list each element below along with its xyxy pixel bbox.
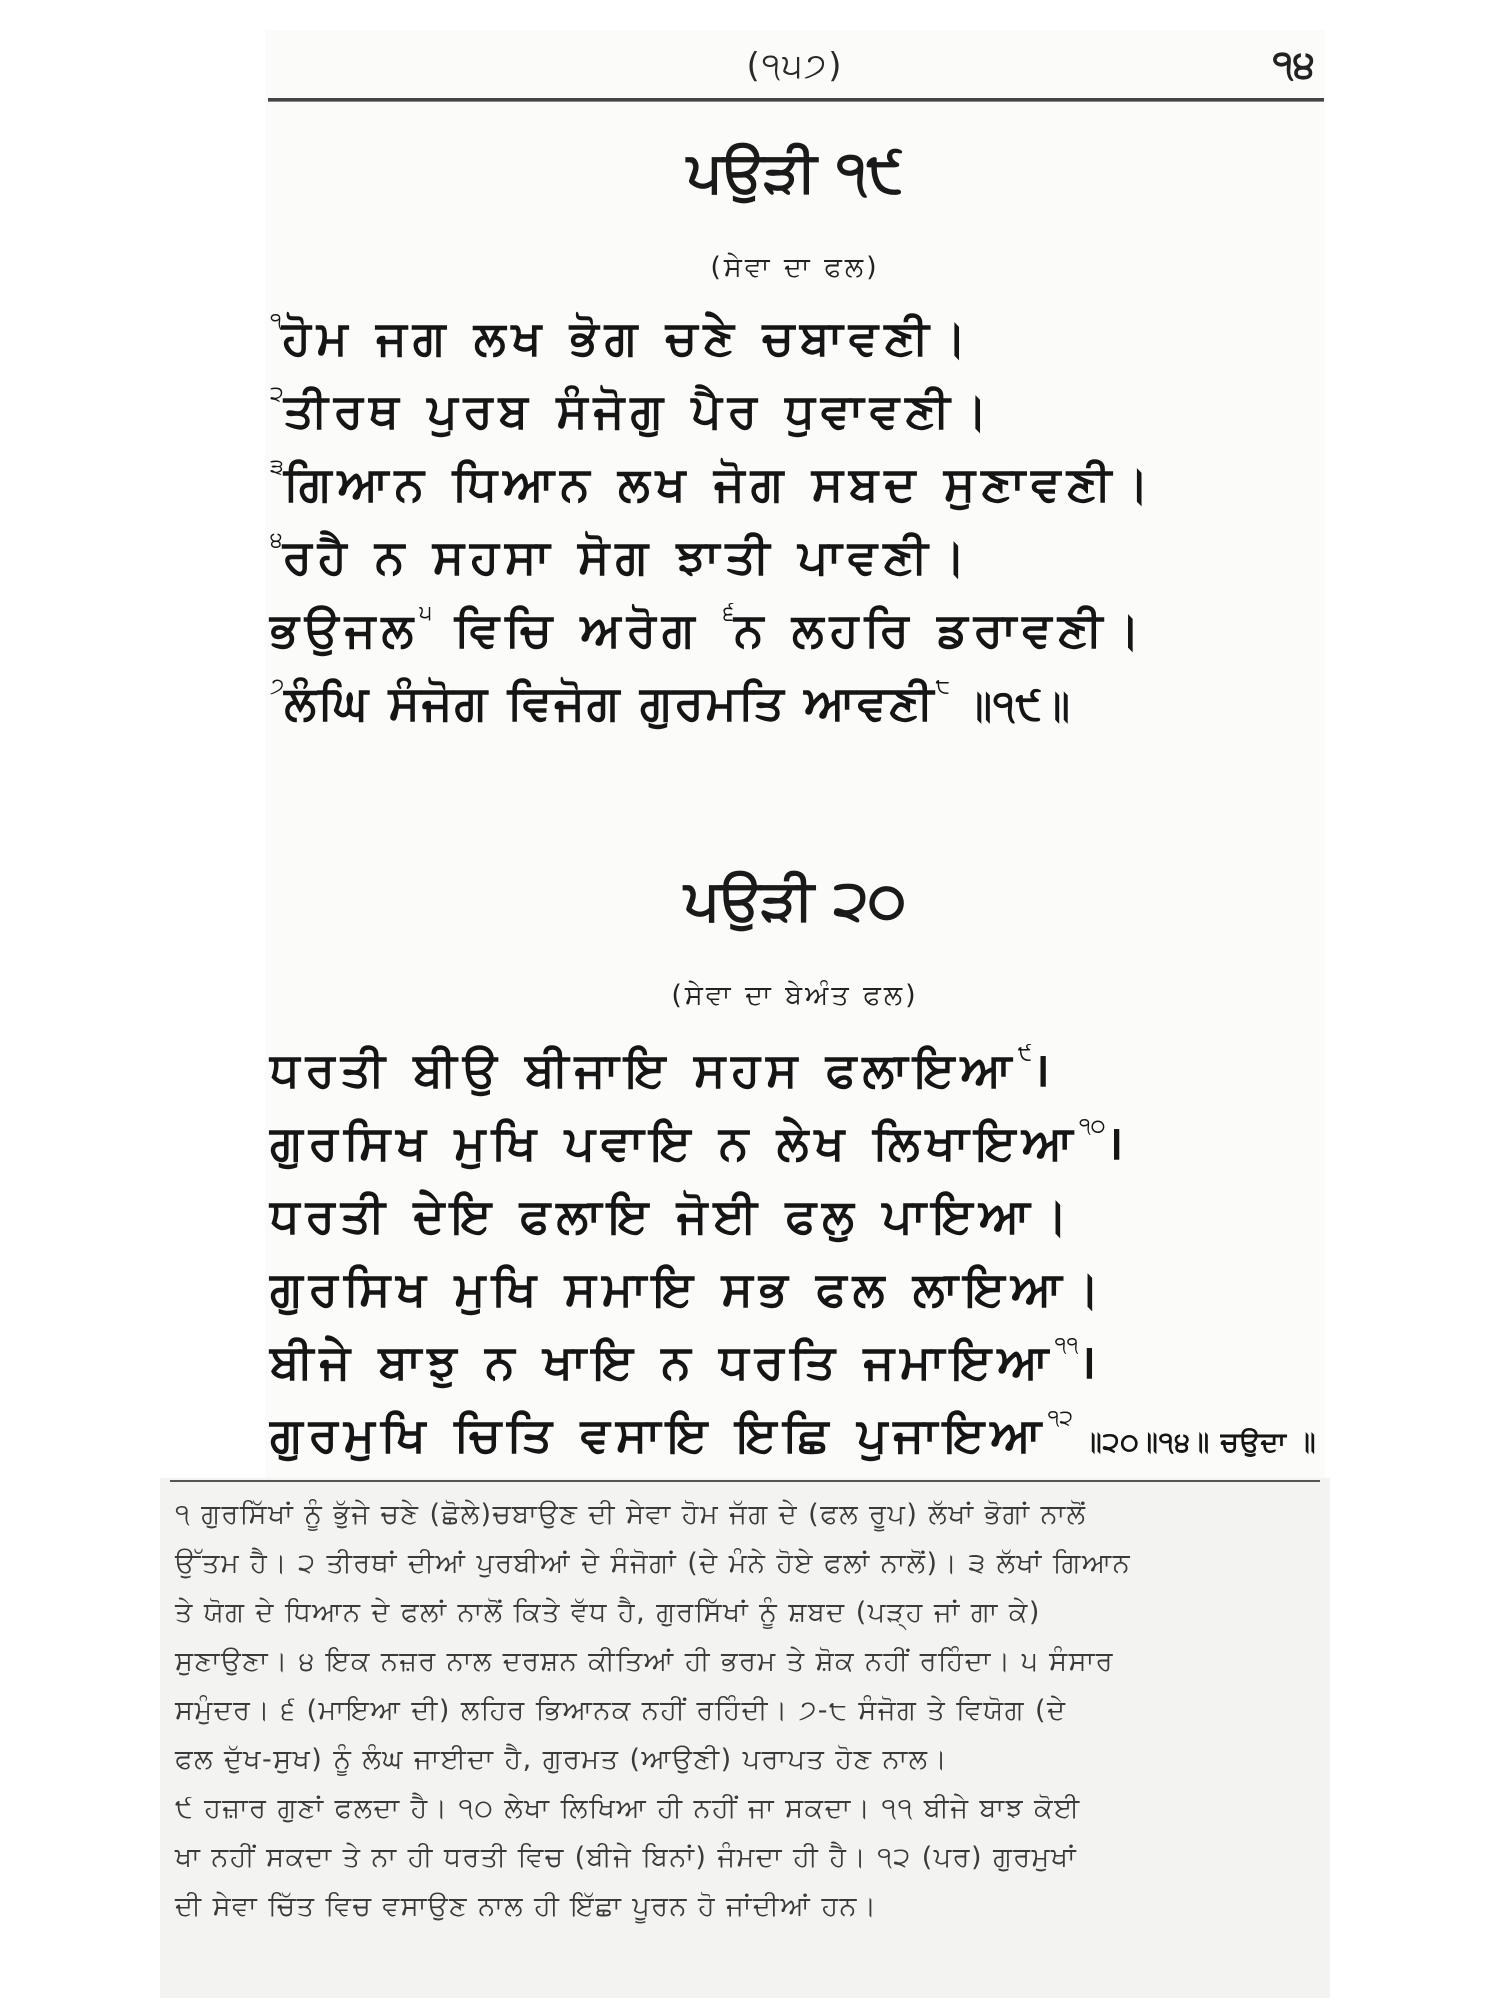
pauri-20-verses: [270, 1034, 1317, 1472]
footnote-marker: ੫: [419, 601, 433, 626]
footnote-line: ਤੇ ਯੋਗ ਦੇ ਧਿਆਨ ਦੇ ਫਲਾਂ ਨਾਲੋਂ ਕਿਤੇ ਵੱਧ ਹੈ, ਗੁਰਸਿੱਖਾਂ ਨੂੰ ਸ਼ਬਦ (ਪੜ੍ਹ ਜਾਂ ਗਾ ਕੇ): [175, 1597, 1041, 1628]
verse-text: ਗਿਆਨ ਧਿਆਨ ਲਖ ਜੋਗ ਸਬਦ ਸੁਣਾਵਣੀ।: [283, 457, 1156, 512]
footnote-marker: ੧੧: [1054, 1333, 1079, 1358]
verse-text: ਵਿਚਿ ਅਰੋਗ: [432, 603, 723, 658]
footnote-marker: ੧: [270, 309, 282, 334]
verse-line: [270, 1180, 1170, 1253]
verse-text: ਲੰਘਿ ਸੰਜੋਗ ਵਿਜੋਗ ਗੁਰਮਤਿ ਆਵਣੀ: [284, 676, 936, 731]
footnote-line: ਦੀ ਸੇਵਾ ਚਿੱਤ ਵਿਚ ਵਸਾਉਣ ਨਾਲ ਹੀ ਇੱਛਾ ਪੂਰਨ ਹੋ ਜਾਂਦੀਆਂ ਹਨ।: [175, 1891, 878, 1922]
pauri-19-title: ਪਉੜੀ ੧੯: [686, 140, 904, 205]
footnote-marker: ੪: [270, 528, 283, 553]
verse-text: ਧਰਤੀ ਬੀਉ ਬੀਜਾਇ ਸਹਸ ਫਲਾਇਆ: [270, 1043, 1018, 1098]
verse-text: ਹੋਮ ਜਗ ਲਖ ਭੋਗ ਚਣੇ ਚਬਾਵਣੀ।: [281, 311, 973, 366]
footnote-marker: ੮: [935, 674, 951, 699]
pauri-19-subtitle: (ਸੇਵਾ ਦਾ ਫਲ): [710, 252, 880, 283]
verse-text: ਰਹੈ ਨ ਸਹਸਾ ਸੋਗ ਝਾਤੀ ਪਾਵਣੀ।: [282, 530, 972, 585]
footnotes: [175, 1490, 1315, 1931]
verse-line: [270, 667, 1170, 740]
verse-line: [270, 448, 1170, 521]
footnote-marker: ੧੨: [1047, 1406, 1074, 1431]
footnote-line: ਸੁਣਾਉਣਾ। ੪ ਇਕ ਨਜ਼ਰ ਨਾਲ ਦਰਸ਼ਨ ਕੀਤਿਆਂ ਹੀ ਭਰਮ ਤੇ ਸ਼ੋਕ ਨਹੀਂ ਰਹਿੰਦਾ। ੫ ਸੰਸਾਰ: [175, 1646, 1115, 1677]
footnote-line: ਸਮੁੰਦਰ। ੬ (ਮਾਇਆ ਦੀ) ਲਹਿਰ ਭਿਆਨਕ ਨਹੀਂ ਰਹਿੰਦੀ। ੭-੮ ਸੰਜੋਗ ਤੇ ਵਿਯੋਗ (ਦੇ: [175, 1695, 1067, 1726]
verse-line: [270, 1034, 1170, 1107]
footnote-line: ੧ ਗੁਰਸਿੱਖਾਂ ਨੂੰ ਭੁੱਜੇ ਚਣੇ (ਛੋਲੇ)ਚਬਾਉਣ ਦੀ ਸੇਵਾ ਹੋਮ ਜੱਗ ਦੇ (ਫਲ ਰੂਪ) ਲੱਖਾਂ ਭੋਗਾਂ ਨਾਲੋਂ: [175, 1499, 1087, 1530]
running-header: (੧੫੭): [746, 46, 844, 86]
footnote-marker: ੩: [270, 455, 284, 480]
verse-end-marker: ।: [1105, 1116, 1130, 1171]
verse-text: ਨ ਲਹਰਿ ਡਰਾਵਣੀ।: [734, 603, 1147, 658]
header-rule: [268, 98, 1324, 102]
footnote-marker: ੯: [1017, 1041, 1033, 1066]
verse-line: [270, 1253, 1170, 1326]
pauri-20-title: ਪਉੜੀ ੨੦: [684, 868, 906, 933]
verse-text: ਬੀਜੇ ਬਾਝੁ ਨ ਖਾਇ ਨ ਧਰਤਿ ਜਮਾਇਆ: [270, 1335, 1055, 1390]
verse-line: [270, 1326, 1170, 1399]
footnote-line: ਫਲ ਦੁੱਖ-ਸੁਖ) ਨੂੰ ਲੰਘ ਜਾਈਦਾ ਹੈ, ਗੁਰਮਤ (ਆਉਣੀ) ਪਰਾਪਤ ਹੋਣ ਨਾਲ।: [175, 1744, 949, 1775]
verse-text: ਗੁਰਸਿਖ ਮੁਖਿ ਪਵਾਇ ਨ ਲੇਖ ਲਿਖਾਇਆ: [270, 1116, 1079, 1171]
pauri-19-verses: [270, 302, 1170, 740]
footnote-marker: ੨: [270, 382, 284, 407]
verse-line: [270, 521, 1170, 594]
verse-end-marker: ।: [1032, 1043, 1056, 1098]
verse-line: [270, 302, 1170, 375]
verse-text: ਭਉਜਲ: [270, 603, 420, 658]
pauri-20-subtitle: (ਸੇਵਾ ਦਾ ਬੇਅੰਤ ਫਲ): [671, 980, 919, 1011]
verse-line: [270, 375, 1170, 448]
verse-line: [270, 1107, 1170, 1180]
verse-text: ਧਰਤੀ ਦੇਇ ਫਲਾਇ ਜੋਈ ਫਲੁ ਪਾਇਆ।: [270, 1189, 1074, 1244]
page-number: ੧੪: [1272, 42, 1315, 86]
footnote-line: ਖਾ ਨਹੀਂ ਸਕਦਾ ਤੇ ਨਾ ਹੀ ਧਰਤੀ ਵਿਚ (ਬੀਜੇ ਬਿਨਾਂ) ਜੰਮਦਾ ਹੀ ਹੈ। ੧੨ (ਪਰ) ਗੁਰਮੁਖਾਂ: [175, 1842, 1078, 1873]
verse-text: ਗੁਰਮੁਖਿ ਚਿਤਿ ਵਸਾਇ ਇਛਿ ਪੁਜਾਇਆ: [270, 1408, 1048, 1463]
footnote-marker: ੧੦: [1078, 1114, 1106, 1139]
verse-end-marker: ॥੨੦॥੧੪॥ ਚਉਦਾ ॥: [1073, 1427, 1317, 1458]
footnote-marker: ੬: [722, 601, 735, 626]
footnote-marker: ੭: [270, 674, 285, 699]
verse-line: [270, 1399, 1317, 1472]
page-header: [265, 38, 1325, 98]
verse-line: [270, 594, 1170, 667]
footnotes-rule: [170, 1480, 1320, 1482]
footnote-line: ਉੱਤਮ ਹੈ। ੨ ਤੀਰਥਾਂ ਦੀਆਂ ਪੁਰਬੀਆਂ ਦੇ ਸੰਜੋਗਾਂ (ਦੇ ਮੰਨੇ ਹੋਏ ਫਲਾਂ ਨਾਲੋਂ)। ੩ ਲੱਖਾਂ ਗਿਆਨ: [175, 1548, 1132, 1579]
verse-end-marker: ।: [1078, 1335, 1103, 1390]
verse-end-marker: ॥੧੯॥: [950, 683, 1071, 729]
verse-text: ਗੁਰਸਿਖ ਮੁਖਿ ਸਮਾਇ ਸਭ ਫਲ ਲਾਇਆ।: [270, 1262, 1106, 1317]
verse-text: ਤੀਰਥ ਪੁਰਬ ਸੰਜੋਗੁ ਪੈਰ ਧੁਵਾਵਣੀ।: [283, 384, 994, 439]
footnote-line: ੯ ਹਜ਼ਾਰ ਗੁਣਾਂ ਫਲਦਾ ਹੈ। ੧੦ ਲੇਖਾ ਲਿਖਿਆ ਹੀ ਨਹੀਂ ਜਾ ਸਕਦਾ। ੧੧ ਬੀਜੇ ਬਾਝ ਕੋਈ: [175, 1793, 1081, 1824]
